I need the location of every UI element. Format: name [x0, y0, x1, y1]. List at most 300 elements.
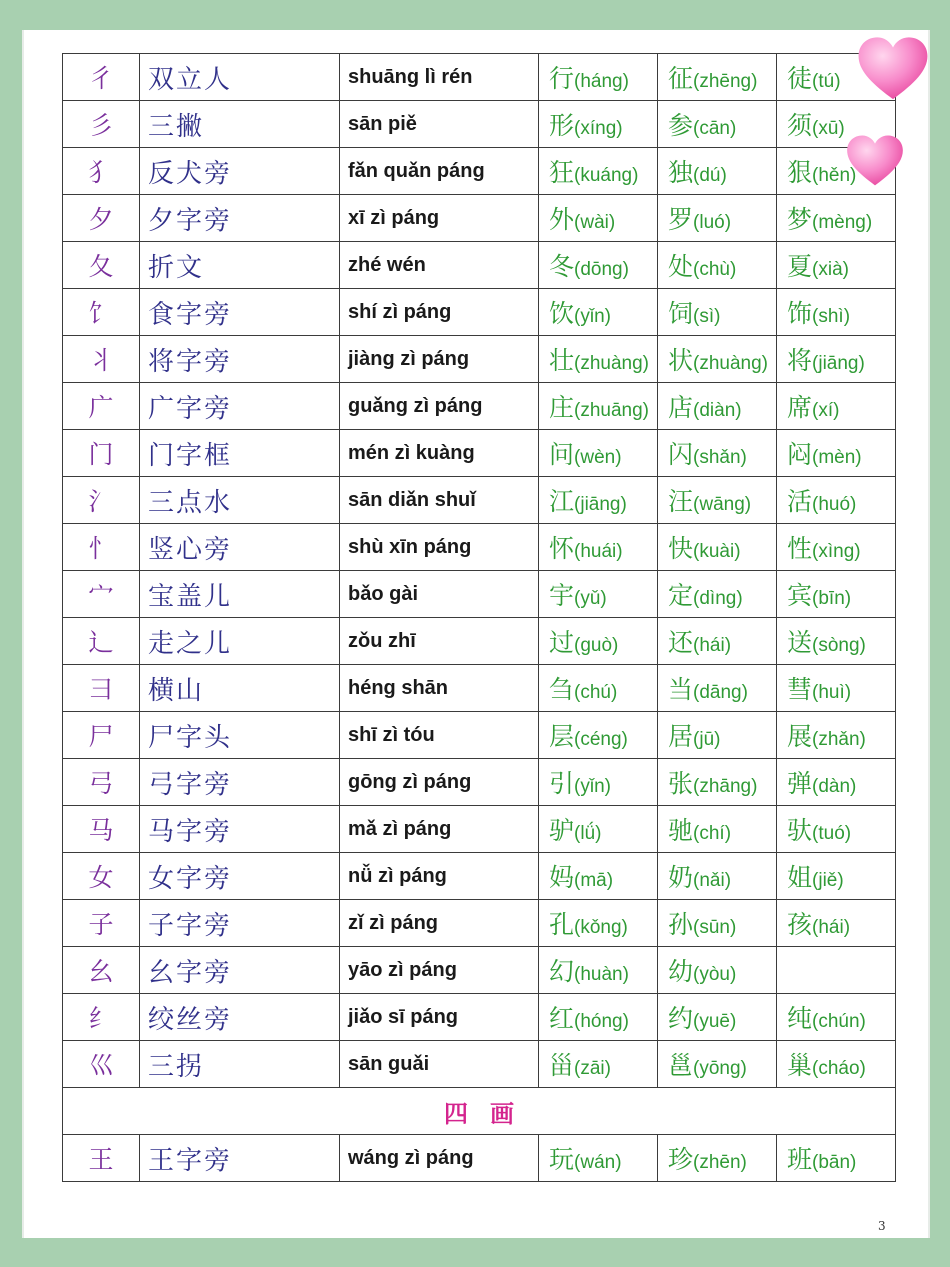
radical-glyph: 氵: [88, 487, 114, 516]
example-char: 壮: [549, 346, 575, 375]
example-pinyin: (dú): [693, 165, 727, 186]
example-pinyin: (kuáng): [574, 165, 639, 186]
radical-name-cell: [140, 618, 340, 665]
example-cell: [658, 383, 777, 430]
example-cell: [777, 900, 896, 947]
pinyin-cell: [340, 665, 539, 712]
example-pinyin: (dōng): [574, 259, 629, 280]
table-row: [63, 806, 896, 853]
example-char: 怀: [549, 534, 575, 563]
radical-name: 横山: [148, 675, 205, 706]
radical-pinyin: sān diǎn shuǐ: [348, 488, 476, 511]
radical-cell: [63, 524, 140, 571]
radical-name: 幺字旁: [148, 957, 233, 988]
example-cell: [658, 900, 777, 947]
example-pinyin: (xìng): [812, 541, 861, 562]
example-char: 孙: [668, 910, 694, 939]
radical-name: 宝盖儿: [148, 581, 233, 612]
radical-cell: [63, 994, 140, 1041]
radical-pinyin: sān guǎi: [348, 1052, 430, 1075]
radical-name-cell: [140, 242, 340, 289]
pinyin-cell: [340, 101, 539, 148]
example-cell: [539, 430, 658, 477]
radical-cell: [63, 947, 140, 994]
radical-pinyin: shuāng lì rén: [348, 65, 473, 88]
example-cell: [658, 947, 777, 994]
example-pinyin: (lǘ): [574, 823, 602, 844]
table-row: [63, 947, 896, 994]
pinyin-cell: [340, 54, 539, 101]
example-cell: [539, 853, 658, 900]
example-cell: [777, 430, 896, 477]
radical-glyph: 幺: [88, 957, 114, 986]
example-char: 宇: [549, 581, 575, 610]
radical-cell: [63, 759, 140, 806]
pinyin-cell: [340, 759, 539, 806]
radical-glyph: 辶: [88, 628, 114, 657]
radical-name-cell: [140, 994, 340, 1041]
pinyin-cell: [340, 947, 539, 994]
example-cell: [539, 148, 658, 195]
radical-pinyin: zǐ zì páng: [348, 911, 438, 934]
example-pinyin: (zhēn): [693, 1152, 747, 1173]
example-pinyin: (sūn): [693, 917, 737, 938]
example-cell: [539, 477, 658, 524]
example-char: 冬: [549, 252, 575, 281]
example-char: 当: [668, 675, 694, 704]
radical-name-cell: [140, 571, 340, 618]
table-row: [63, 759, 896, 806]
example-pinyin: (wèn): [574, 447, 622, 468]
radical-glyph: 巛: [88, 1051, 114, 1080]
radical-pinyin: mǎ zì páng: [348, 817, 452, 840]
example-cell: [658, 54, 777, 101]
example-pinyin: (kuài): [693, 541, 741, 562]
example-char: 罗: [668, 205, 694, 234]
example-char: 驰: [668, 816, 694, 845]
example-char: 行: [549, 64, 575, 93]
example-char: 驴: [549, 816, 575, 845]
radical-pinyin: shí zì páng: [348, 300, 452, 323]
pinyin-cell: [340, 1041, 539, 1088]
example-char: 玩: [549, 1145, 575, 1174]
example-pinyin: (cháo): [812, 1058, 866, 1079]
table-row: [63, 101, 896, 148]
pinyin-cell: [340, 571, 539, 618]
example-pinyin: (dìng): [693, 588, 743, 609]
example-char: 独: [668, 158, 694, 187]
example-char: 状: [668, 346, 694, 375]
example-pinyin: (sòng): [812, 635, 866, 656]
example-char: 须: [787, 111, 813, 140]
example-char: 孔: [549, 910, 575, 939]
table-row: [63, 524, 896, 571]
radical-name: 子字旁: [148, 910, 233, 941]
table-row: [63, 336, 896, 383]
radical-glyph: 子: [88, 910, 114, 939]
radical-name-cell: [140, 54, 340, 101]
example-cell: [539, 947, 658, 994]
example-char: 刍: [549, 675, 575, 704]
radical-name-cell: [140, 665, 340, 712]
example-pinyin: (jū): [693, 729, 721, 750]
example-cell: [658, 571, 777, 618]
example-pinyin: (shì): [812, 306, 851, 327]
radical-glyph: 门: [88, 440, 114, 469]
radical-name: 双立人: [148, 64, 233, 95]
table-row: [63, 900, 896, 947]
example-pinyin: (yòu): [693, 964, 737, 985]
example-pinyin: (yuē): [693, 1011, 737, 1032]
example-pinyin: (zhuāng): [574, 400, 650, 421]
example-char: 奶: [668, 863, 694, 892]
radical-name: 弓字旁: [148, 769, 233, 800]
section-cell: [63, 1088, 896, 1135]
example-cell: [777, 1135, 896, 1182]
radical-name: 马字旁: [148, 816, 233, 847]
pinyin-cell: [340, 853, 539, 900]
example-cell: [777, 665, 896, 712]
radical-glyph: 夕: [88, 205, 114, 234]
radical-name-cell: [140, 759, 340, 806]
example-cell: [539, 759, 658, 806]
example-cell: [658, 759, 777, 806]
pinyin-cell: [340, 148, 539, 195]
example-pinyin: (háng): [574, 71, 629, 92]
section-row: [63, 1088, 896, 1135]
radical-name: 王字旁: [148, 1145, 233, 1176]
example-cell: [539, 383, 658, 430]
example-cell: [777, 618, 896, 665]
example-cell: [539, 571, 658, 618]
example-cell: [777, 289, 896, 336]
example-char: 处: [668, 252, 694, 281]
radical-name: 广字旁: [148, 393, 233, 424]
example-char: 展: [787, 722, 813, 751]
example-char: 过: [549, 628, 575, 657]
radical-glyph: 纟: [88, 1004, 114, 1033]
radical-cell: [63, 195, 140, 242]
pinyin-cell: [340, 524, 539, 571]
radical-name: 竖心旁: [148, 534, 233, 565]
example-cell: [777, 853, 896, 900]
example-cell: [539, 665, 658, 712]
example-pinyin: (yǐn): [574, 776, 611, 797]
example-cell: [658, 289, 777, 336]
table-row: [63, 1041, 896, 1088]
radical-name-cell: [140, 101, 340, 148]
radical-name: 将字旁: [148, 346, 233, 377]
radical-name-cell: [140, 900, 340, 947]
example-char: 性: [787, 534, 813, 563]
pinyin-cell: [340, 336, 539, 383]
radical-pinyin: bǎo gài: [348, 582, 419, 605]
radical-cell: [63, 477, 140, 524]
example-char: 夏: [787, 252, 813, 281]
example-char: 红: [549, 1004, 575, 1033]
radical-glyph: 尸: [88, 722, 114, 751]
example-cell: [777, 571, 896, 618]
example-pinyin: (huó): [812, 494, 857, 515]
radical-pinyin: wáng zì páng: [348, 1146, 474, 1169]
example-char: 汪: [668, 487, 694, 516]
pinyin-cell: [340, 618, 539, 665]
radical-pinyin: nǚ zì páng: [348, 864, 447, 887]
radical-name: 门字框: [148, 440, 233, 471]
pinyin-cell: [340, 1135, 539, 1182]
example-cell: [658, 242, 777, 289]
table-row: [63, 148, 896, 195]
example-pinyin: (yǔ): [574, 588, 607, 609]
example-cell: [658, 148, 777, 195]
example-char: 彗: [787, 675, 813, 704]
radical-name: 三拐: [148, 1051, 205, 1082]
radical-pinyin: zhé wén: [348, 253, 426, 276]
radical-glyph: 马: [88, 816, 114, 845]
radical-cell: [63, 1135, 140, 1182]
example-pinyin: (huái): [574, 541, 623, 562]
example-cell: [777, 383, 896, 430]
table-row: [63, 477, 896, 524]
example-pinyin: (sì): [693, 306, 721, 327]
table-row: [63, 994, 896, 1041]
example-pinyin: (chù): [693, 259, 737, 280]
radical-pinyin: zǒu zhī: [348, 629, 416, 652]
example-pinyin: (zhǎn): [812, 729, 866, 750]
example-char: 饰: [787, 299, 813, 328]
example-pinyin: (jiāng): [574, 494, 627, 515]
radical-name-cell: [140, 806, 340, 853]
radical-cell: [63, 289, 140, 336]
table-row: [63, 618, 896, 665]
radical-name: 反犬旁: [148, 158, 233, 189]
radical-name-cell: [140, 477, 340, 524]
radical-cell: [63, 383, 140, 430]
radical-name-cell: [140, 524, 340, 571]
example-cell: [539, 806, 658, 853]
section-heading: 四画: [444, 1098, 536, 1128]
example-char: 梦: [787, 205, 813, 234]
example-char: 纯: [787, 1004, 813, 1033]
radical-name: 三撇: [148, 111, 205, 142]
pinyin-cell: [340, 712, 539, 759]
example-cell: [539, 289, 658, 336]
example-cell: [658, 618, 777, 665]
radical-table-body: [63, 54, 896, 1182]
example-char: 饮: [549, 299, 575, 328]
example-cell: [777, 712, 896, 759]
heart-icon: [857, 36, 929, 102]
radical-cell: [63, 148, 140, 195]
example-char: 狂: [549, 158, 575, 187]
table-row: [63, 853, 896, 900]
example-char: 快: [668, 534, 694, 563]
example-pinyin: (tuó): [812, 823, 852, 844]
radical-pinyin: sān piě: [348, 112, 417, 135]
example-char: 外: [549, 205, 575, 234]
heart-icon: [846, 134, 904, 188]
pinyin-cell: [340, 430, 539, 477]
example-pinyin: (wài): [574, 212, 616, 233]
example-cell: [658, 806, 777, 853]
example-char: 将: [787, 346, 813, 375]
example-pinyin: (xí): [812, 400, 840, 421]
example-cell: [539, 900, 658, 947]
table-row: [63, 383, 896, 430]
example-pinyin: (wāng): [693, 494, 752, 515]
example-cell: [777, 524, 896, 571]
example-pinyin: (zhēng): [693, 71, 758, 92]
example-pinyin: (jiě): [812, 870, 844, 891]
radical-pinyin: yāo zì páng: [348, 958, 457, 981]
example-cell: [539, 195, 658, 242]
radical-glyph: 饣: [88, 299, 114, 328]
example-cell: [539, 994, 658, 1041]
example-char: 店: [668, 393, 694, 422]
example-pinyin: (zhuàng): [693, 353, 769, 374]
radical-cell: [63, 242, 140, 289]
example-pinyin: (hóng): [574, 1011, 629, 1032]
radical-name-cell: [140, 148, 340, 195]
example-char: 甾: [549, 1051, 575, 1080]
radical-name-cell: [140, 947, 340, 994]
radical-pinyin: mén zì kuàng: [348, 441, 475, 464]
example-char: 约: [668, 1004, 694, 1033]
radical-pinyin: héng shān: [348, 676, 449, 699]
radical-glyph: 夂: [88, 252, 114, 281]
example-cell: [777, 195, 896, 242]
example-char: 江: [549, 487, 575, 516]
radical-name-cell: [140, 195, 340, 242]
example-char: 闪: [668, 440, 694, 469]
radical-cell: [63, 101, 140, 148]
example-char: 层: [549, 722, 575, 751]
radical-glyph: 广: [88, 393, 114, 422]
radical-cell: [63, 900, 140, 947]
example-cell: [658, 994, 777, 1041]
radical-cell: [63, 1041, 140, 1088]
radical-glyph: 女: [88, 863, 114, 892]
example-cell: [777, 759, 896, 806]
table-row: [63, 430, 896, 477]
pinyin-cell: [340, 477, 539, 524]
radical-name: 食字旁: [148, 299, 233, 330]
page-number: 3: [878, 1219, 886, 1233]
radical-glyph: 丬: [88, 346, 114, 375]
table-row: [63, 1135, 896, 1182]
example-cell: [777, 477, 896, 524]
example-cell: [539, 1135, 658, 1182]
radical-pinyin: fǎn quǎn páng: [348, 159, 485, 182]
example-pinyin: (yǐn): [574, 306, 611, 327]
example-char: 班: [787, 1145, 813, 1174]
radical-glyph: 宀: [88, 581, 114, 610]
example-cell: [777, 336, 896, 383]
example-cell: [539, 101, 658, 148]
example-pinyin: (chú): [574, 682, 618, 703]
example-pinyin: (hái): [812, 917, 851, 938]
radical-cell: [63, 571, 140, 618]
example-char: 孩: [787, 910, 813, 939]
example-cell: [658, 101, 777, 148]
radical-pinyin: shī zì tóu: [348, 723, 435, 746]
example-pinyin: (huàn): [574, 964, 629, 985]
table-row: [63, 289, 896, 336]
radical-cell: [63, 430, 140, 477]
pinyin-cell: [340, 900, 539, 947]
radical-cell: [63, 336, 140, 383]
example-pinyin: (diàn): [693, 400, 742, 421]
pinyin-cell: [340, 806, 539, 853]
radical-table: [62, 53, 896, 1182]
example-cell: [777, 947, 896, 994]
table-row: [63, 54, 896, 101]
example-cell: [539, 712, 658, 759]
example-pinyin: (mèn): [812, 447, 862, 468]
example-pinyin: (luó): [693, 212, 732, 233]
radical-glyph: 忄: [88, 534, 114, 563]
example-cell: [539, 336, 658, 383]
radical-name-cell: [140, 853, 340, 900]
radical-pinyin: xī zì páng: [348, 206, 440, 229]
example-pinyin: (xū): [812, 118, 845, 139]
pinyin-cell: [340, 383, 539, 430]
radical-cell: [63, 712, 140, 759]
example-pinyin: (dàn): [812, 776, 857, 797]
radical-name: 走之儿: [148, 628, 233, 659]
example-cell: [539, 524, 658, 571]
example-pinyin: (xíng): [574, 118, 623, 139]
example-pinyin: (wán): [574, 1152, 622, 1173]
example-pinyin: (guò): [574, 635, 619, 656]
example-cell: [658, 665, 777, 712]
radical-glyph: 犭: [88, 158, 114, 187]
example-cell: [539, 618, 658, 665]
example-cell: [777, 242, 896, 289]
example-pinyin: (kǒng): [574, 917, 628, 938]
example-char: 定: [668, 581, 694, 610]
pinyin-cell: [340, 289, 539, 336]
example-cell: [658, 712, 777, 759]
example-char: 席: [787, 393, 813, 422]
radical-name-cell: [140, 336, 340, 383]
example-char: 饲: [668, 299, 694, 328]
example-char: 问: [549, 440, 575, 469]
example-char: 姐: [787, 863, 813, 892]
example-pinyin: (zhuàng): [574, 353, 650, 374]
example-char: 驮: [787, 816, 813, 845]
radical-name-cell: [140, 1135, 340, 1182]
radical-cell: [63, 54, 140, 101]
example-cell: [539, 54, 658, 101]
radical-name: 女字旁: [148, 863, 233, 894]
example-char: 参: [668, 111, 694, 140]
radical-cell: [63, 806, 140, 853]
example-char: 形: [549, 111, 575, 140]
example-char: 幻: [549, 957, 575, 986]
table-row: [63, 665, 896, 712]
example-cell: [658, 524, 777, 571]
example-pinyin: (jiāng): [812, 353, 865, 374]
radical-cell: [63, 853, 140, 900]
example-char: 弹: [787, 769, 813, 798]
example-pinyin: (cān): [693, 118, 737, 139]
example-cell: [658, 477, 777, 524]
radical-glyph: 彳: [88, 64, 114, 93]
example-char: 妈: [549, 863, 575, 892]
radical-name: 绞丝旁: [148, 1004, 233, 1035]
radical-name: 尸字头: [148, 722, 233, 753]
